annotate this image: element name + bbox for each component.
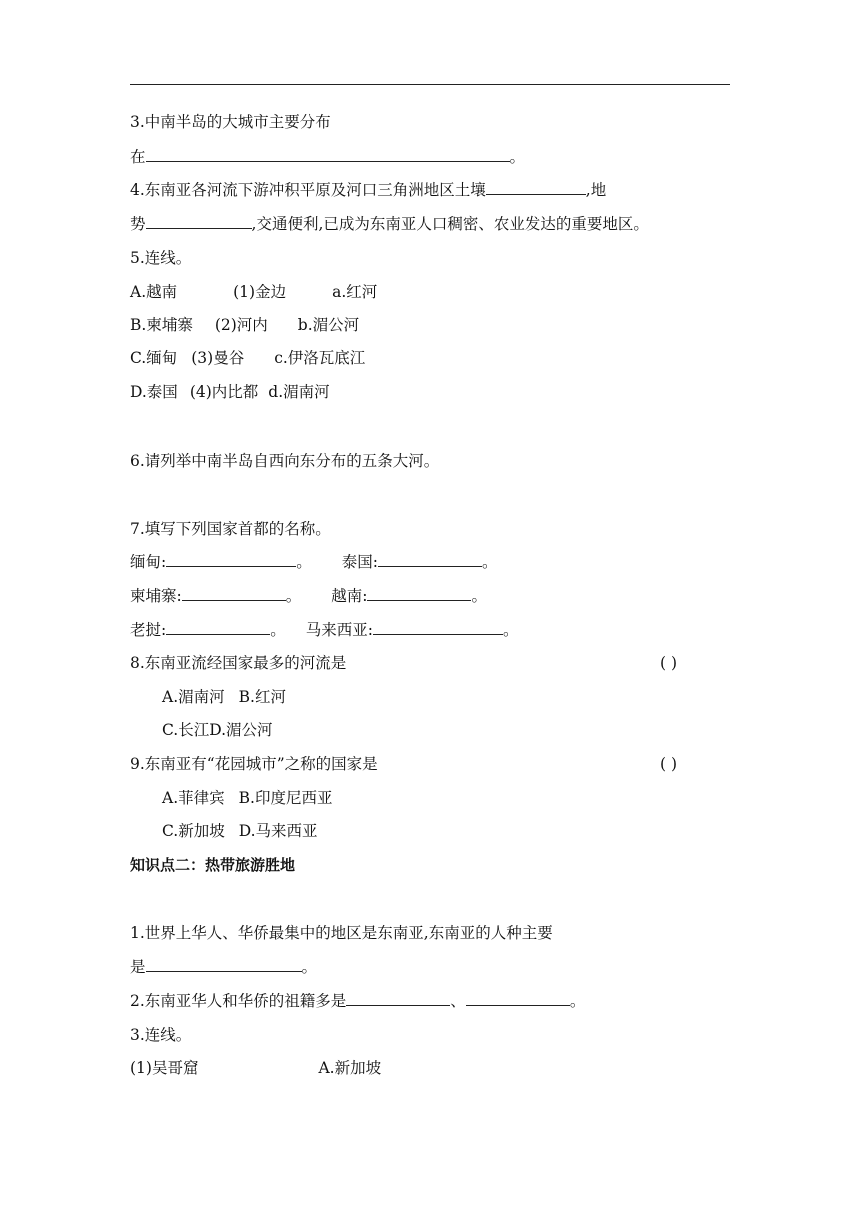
q5-row-3 — [130, 347, 365, 369]
q8-text: 8.东南亚流经国家最多的河流是 — [130, 654, 347, 672]
q7-end: 。 — [285, 587, 302, 605]
q9-option-c[interactable]: C.新加坡 — [162, 822, 225, 840]
q5-river: a.红河 — [332, 283, 378, 301]
q7-blank[interactable] — [166, 551, 296, 567]
q5-country: D.泰国 — [130, 383, 178, 401]
s2-q3-row-1 — [130, 1057, 381, 1079]
q3-answer-line — [130, 146, 525, 168]
q4-blank-terrain[interactable] — [146, 213, 252, 229]
q8-options-row-1 — [162, 686, 286, 708]
q5-river: d.湄南河 — [268, 383, 330, 401]
q5-country: A.越南 — [130, 283, 178, 301]
q9-option-b[interactable]: B.印度尼西亚 — [238, 789, 333, 807]
s2-q1-end: 。 — [301, 958, 318, 976]
q5-capital: (3)曼谷 — [191, 349, 245, 367]
q3-prefix: 在 — [130, 148, 146, 166]
q7-blank[interactable] — [166, 619, 270, 635]
q9-option-d[interactable]: D.马来西亚 — [238, 822, 318, 840]
s2-q2-line — [130, 990, 585, 1012]
q7-title: 7.填写下列国家首都的名称。 — [130, 520, 331, 538]
q7-end: 。 — [481, 553, 498, 571]
q4-text: 4.东南亚各河流下游冲积平原及河口三角洲地区土壤 — [130, 181, 486, 199]
s2-q1-text: 1.世界上华人、华侨最集中的地区是东南亚,东南亚的人种主要 — [130, 924, 553, 942]
s2-q1-prefix: 是 — [130, 958, 146, 976]
q7-blank[interactable] — [378, 551, 482, 567]
q9-text: 9.东南亚有“花园城市”之称的国家是 — [130, 755, 378, 773]
q7-blank[interactable] — [367, 585, 471, 601]
q9-answer-paren[interactable]: ( ) — [660, 755, 678, 773]
q7-row-2 — [130, 585, 487, 607]
s2-q2-text: 2.东南亚华人和华侨的祖籍多是 — [130, 992, 347, 1010]
q7-row-1 — [130, 551, 498, 573]
q6-text: 6.请列举中南半岛自西向东分布的五条大河。 — [130, 452, 440, 470]
q4-prefix2: 势 — [130, 215, 146, 233]
q7-end: 。 — [270, 621, 286, 639]
q5-row-4 — [130, 381, 330, 403]
s2-q2-blank-2[interactable] — [466, 990, 570, 1006]
q4-line1 — [130, 179, 606, 201]
q7-label: 老挝: — [130, 621, 167, 639]
q5-river: c.伊洛瓦底江 — [274, 349, 366, 367]
q5-capital: (2)河内 — [214, 316, 268, 334]
q4-mid: ,地 — [585, 181, 607, 199]
q7-end: 。 — [296, 553, 312, 571]
q7-label: 缅甸: — [130, 553, 167, 571]
q5-capital: (1)金边 — [233, 283, 287, 301]
q8-option-b[interactable]: B.红河 — [238, 688, 286, 706]
q7-label: 马来西亚: — [305, 621, 373, 639]
q5-river: b.湄公河 — [297, 316, 360, 334]
q7-label: 泰国: — [341, 553, 378, 571]
q7-blank[interactable] — [373, 619, 503, 635]
q7-label: 柬埔寨: — [130, 587, 182, 605]
section-2-heading: 知识点二：热带旅游胜地 — [130, 856, 296, 874]
q7-row-3 — [130, 619, 519, 641]
q5-country: B.柬埔寨 — [130, 316, 193, 334]
header-rule — [130, 84, 730, 85]
q3-text: 3.中南半岛的大城市主要分布 — [130, 113, 331, 131]
q3-blank[interactable] — [146, 146, 510, 162]
s2-q1-answer-line — [130, 956, 317, 978]
q9-options-row-1 — [162, 787, 332, 809]
q7-end: 。 — [471, 587, 487, 605]
s2-q3-right: A.新加坡 — [318, 1059, 382, 1077]
q8-option-a[interactable]: A.湄南河 — [162, 688, 225, 706]
s2-q2-end: 。 — [569, 992, 586, 1010]
q9-options-row-2 — [162, 820, 318, 842]
q8-options-row-2 — [162, 719, 273, 741]
s2-q3-left: (1)吴哥窟 — [130, 1059, 199, 1077]
q4-line2 — [130, 213, 649, 235]
s2-q2-blank-1[interactable] — [346, 990, 450, 1006]
q3-end: 。 — [509, 148, 526, 166]
q5-row-1 — [130, 281, 377, 303]
q5-row-2 — [130, 314, 359, 336]
s2-q2-sep: 、 — [450, 992, 466, 1010]
q5-capital: (4)内比都 — [189, 383, 259, 401]
q8-answer-paren[interactable]: ( ) — [660, 654, 678, 672]
q8-option-c[interactable]: C.长江 — [162, 721, 210, 739]
q7-label: 越南: — [331, 587, 368, 605]
q7-end: 。 — [502, 621, 519, 639]
q7-blank[interactable] — [182, 585, 286, 601]
q5-country: C.缅甸 — [130, 349, 178, 367]
q4-text2: ,交通便利,已成为东南亚人口稠密、农业发达的重要地区。 — [251, 215, 649, 233]
q9-option-a[interactable]: A.菲律宾 — [162, 789, 225, 807]
s2-q1-blank[interactable] — [146, 956, 302, 972]
q4-blank-soil[interactable] — [486, 179, 586, 195]
s2-q3-title: 3.连线。 — [130, 1026, 192, 1044]
q8-option-d[interactable]: D.湄公河 — [209, 721, 273, 739]
q5-title: 5.连线。 — [130, 249, 192, 267]
